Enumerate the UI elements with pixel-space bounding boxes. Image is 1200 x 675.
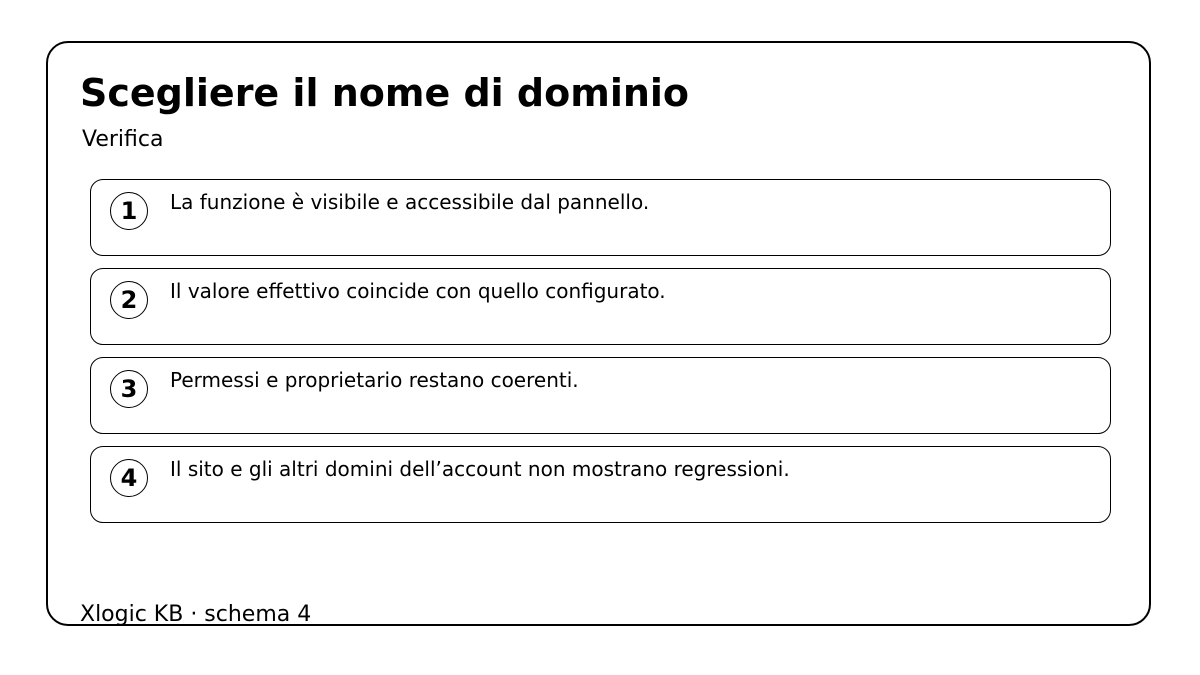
step-list (90, 179, 1111, 535)
page-title: Scegliere il nome di dominio (80, 71, 690, 115)
step-item-2 (90, 268, 1111, 345)
step-number-badge: 4 (110, 459, 148, 497)
page-subtitle: Verifica (82, 127, 164, 152)
step-number-badge: 2 (110, 281, 148, 319)
step-text: Il sito e gli altri domini dell’account non mostrano regressioni. (170, 457, 790, 481)
step-number-badge: 1 (110, 192, 148, 230)
step-number-badge: 3 (110, 370, 148, 408)
step-text: La funzione è visibile e accessibile dal pannello. (170, 190, 650, 214)
step-item-1 (90, 179, 1111, 256)
step-item-3 (90, 357, 1111, 434)
step-item-4 (90, 446, 1111, 523)
step-text: Il valore effettivo coincide con quello configurato. (170, 279, 666, 303)
footer-caption: Xlogic KB · schema 4 (80, 602, 312, 627)
step-text: Permessi e proprietario restano coerenti. (170, 368, 579, 392)
